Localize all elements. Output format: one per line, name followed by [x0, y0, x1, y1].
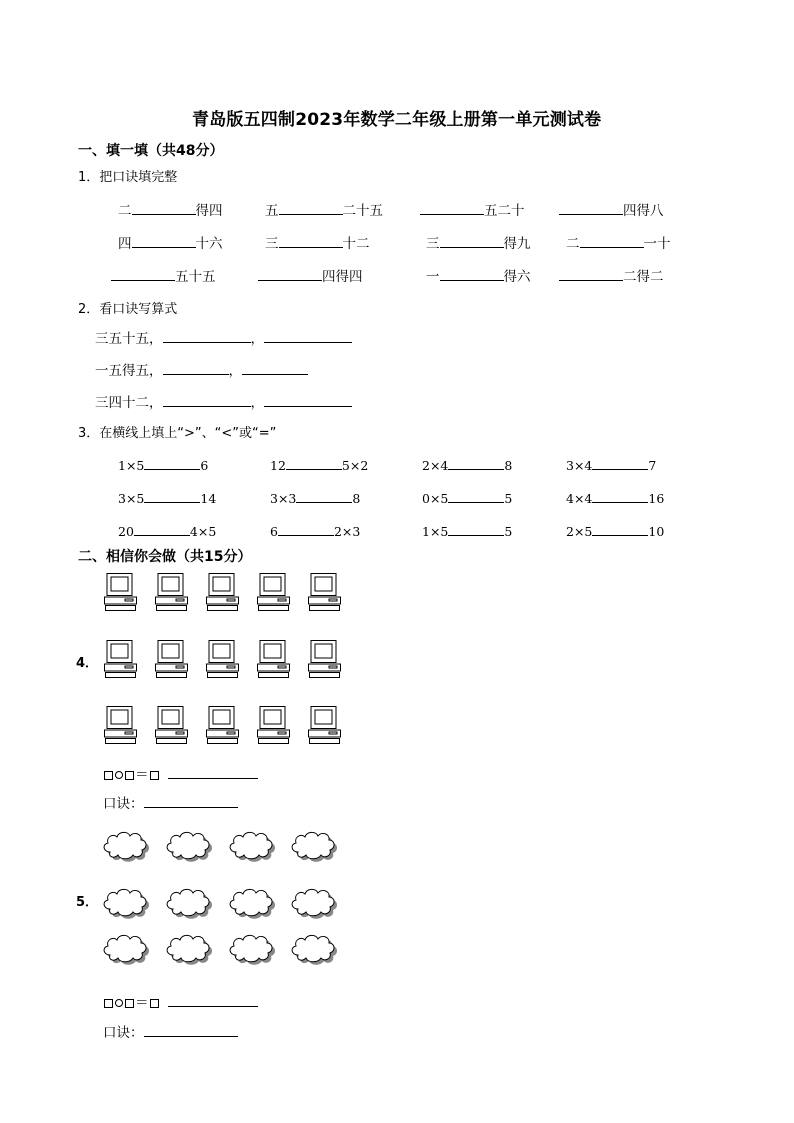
answer-blank[interactable]	[448, 488, 504, 503]
compare-item	[566, 521, 664, 539]
box-icon	[150, 771, 159, 780]
computer-icon	[155, 573, 188, 611]
answer-blank[interactable]	[163, 392, 251, 407]
compare-item	[422, 455, 512, 473]
question-5-number: 5．	[76, 895, 99, 910]
rhyme-item	[426, 232, 531, 252]
answer-blank[interactable]	[286, 455, 342, 470]
rhyme-suffix: 二十五	[342, 203, 383, 219]
compare-right: 4×5	[189, 524, 217, 539]
cloud-icon	[100, 828, 150, 862]
rhyme-prefix: 二	[566, 236, 580, 252]
rhyme-item	[111, 265, 216, 285]
computer-icon	[308, 573, 341, 611]
cloud-icon	[288, 885, 338, 919]
cloud-icon	[288, 828, 338, 862]
compare-left: 3×5	[118, 491, 145, 506]
rhyme-suffix: 四得八	[623, 203, 664, 219]
rhyme-item	[420, 199, 525, 219]
compare-item	[270, 455, 368, 473]
q2-item: 一五得五， ，	[95, 359, 308, 379]
q2-rhyme: 一五得五，	[95, 363, 163, 379]
q5-rhyme: 口诀：	[103, 1021, 238, 1041]
rhyme-item	[118, 199, 223, 219]
answer-blank[interactable]	[559, 200, 623, 215]
compare-item	[422, 521, 512, 539]
compare-right: 6	[200, 458, 209, 473]
q5-equation: ＝	[103, 991, 258, 1011]
rhyme-suffix: 十六	[195, 236, 223, 252]
answer-blank[interactable]	[144, 793, 238, 808]
question-2-label: 2．看口诀写算式	[78, 302, 178, 317]
compare-left: 2×4	[422, 458, 449, 473]
rhyme-suffix: 一十	[643, 236, 671, 252]
compare-item	[422, 488, 512, 506]
computer-icon	[308, 640, 341, 678]
compare-left: 1×5	[422, 524, 449, 539]
compare-item	[118, 455, 208, 473]
rhyme-suffix: 五二十	[484, 203, 525, 219]
answer-blank[interactable]	[559, 266, 623, 281]
rhyme-item	[258, 265, 363, 285]
box-icon	[125, 999, 134, 1008]
q2-rhyme: 三四十二，	[95, 395, 163, 411]
compare-item	[566, 488, 664, 506]
answer-blank[interactable]	[168, 764, 258, 779]
answer-blank[interactable]	[111, 266, 175, 281]
rhyme-suffix: 得六	[503, 269, 531, 285]
computer-icon	[308, 706, 341, 744]
q2-item: 三四十二， ，	[95, 391, 352, 411]
compare-right: 14	[200, 491, 217, 506]
answer-blank[interactable]	[144, 455, 200, 470]
question-4-number: 4．	[76, 656, 99, 671]
computer-icon	[155, 706, 188, 744]
page-title: 青岛版五四制2023年数学二年级上册第一单元测试卷	[192, 110, 602, 130]
compare-right: 5	[504, 491, 513, 506]
answer-blank[interactable]	[264, 392, 352, 407]
rhyme-prefix: 一	[426, 269, 440, 285]
rhyme-prefix: 二	[118, 203, 132, 219]
cloud-icon	[226, 931, 276, 965]
answer-blank[interactable]	[279, 233, 343, 248]
cloud-icon	[163, 885, 213, 919]
computer-icon	[257, 640, 290, 678]
answer-blank[interactable]	[440, 233, 504, 248]
rhyme-suffix: 得九	[503, 236, 531, 252]
q2-rhyme: 三五十五，	[95, 331, 163, 347]
compare-left: 4×4	[566, 491, 593, 506]
compare-left: 1×5	[118, 458, 145, 473]
section-heading-fill: 一、填一填（共48分）	[78, 143, 224, 159]
q4-equation: ＝	[103, 763, 258, 783]
compare-right: 16	[648, 491, 665, 506]
cloud-icon	[163, 828, 213, 862]
computer-icon	[206, 573, 239, 611]
cloud-icon	[288, 931, 338, 965]
answer-blank[interactable]	[592, 488, 648, 503]
question-1-label: 1．把口诀填完整	[78, 170, 178, 185]
answer-blank[interactable]	[580, 233, 644, 248]
answer-blank[interactable]	[144, 1022, 238, 1037]
answer-blank[interactable]	[134, 521, 190, 536]
cloud-icon	[100, 931, 150, 965]
compare-right: 8	[504, 458, 513, 473]
answer-blank[interactable]	[168, 992, 258, 1007]
answer-blank[interactable]	[242, 360, 308, 375]
compare-item	[566, 455, 656, 473]
box-icon	[104, 999, 113, 1008]
rhyme-suffix: 十二	[342, 236, 370, 252]
answer-blank[interactable]	[296, 488, 352, 503]
answer-blank[interactable]	[448, 521, 504, 536]
box-icon	[150, 999, 159, 1008]
rhyme-item	[426, 265, 531, 285]
rhyme-item	[559, 265, 664, 285]
computer-icon	[206, 706, 239, 744]
cloud-icon	[100, 885, 150, 919]
rhyme-item	[566, 232, 671, 252]
circle-icon	[115, 771, 123, 779]
rhyme-prefix: 三	[265, 236, 279, 252]
compare-left: 3×4	[566, 458, 593, 473]
answer-blank[interactable]	[132, 200, 196, 215]
cloud-icon	[226, 885, 276, 919]
rhyme-item	[118, 232, 223, 252]
rhyme-prefix: 五	[265, 203, 279, 219]
answer-blank[interactable]	[132, 233, 196, 248]
compare-item	[270, 488, 360, 506]
compare-right: 8	[352, 491, 361, 506]
cloud-icon	[226, 828, 276, 862]
rhyme-suffix: 五十五	[175, 269, 216, 285]
rhyme-item	[559, 199, 664, 219]
rhyme-suffix: 二得二	[623, 269, 664, 285]
computer-icon	[104, 706, 137, 744]
compare-left: 6	[270, 524, 278, 539]
rhyme-item	[265, 199, 383, 219]
rhyme-item	[265, 232, 370, 252]
computer-icon	[257, 706, 290, 744]
compare-item	[118, 488, 216, 506]
answer-blank[interactable]	[279, 200, 343, 215]
answer-blank[interactable]	[278, 521, 334, 536]
compare-left: 0×5	[422, 491, 449, 506]
compare-right: 5×2	[341, 458, 369, 473]
cloud-icon	[163, 931, 213, 965]
answer-blank[interactable]	[440, 266, 504, 281]
compare-left: 2×5	[566, 524, 593, 539]
section-heading-believe: 二、相信你会做（共15分）	[78, 549, 252, 565]
computer-icon	[206, 640, 239, 678]
answer-blank[interactable]	[163, 328, 251, 343]
compare-left: 12	[270, 458, 286, 473]
computer-icon	[257, 573, 290, 611]
answer-blank[interactable]	[264, 328, 352, 343]
computer-icon	[155, 640, 188, 678]
rhyme-prefix: 三	[426, 236, 440, 252]
rhyme-suffix: 得四	[195, 203, 223, 219]
rhyme-prefix: 四	[118, 236, 132, 252]
compare-right: 7	[648, 458, 657, 473]
compare-right: 2×3	[333, 524, 361, 539]
answer-blank[interactable]	[420, 200, 484, 215]
answer-blank[interactable]	[163, 360, 229, 375]
computer-icon	[104, 573, 137, 611]
answer-blank[interactable]	[448, 455, 504, 470]
answer-blank[interactable]	[258, 266, 322, 281]
answer-blank[interactable]	[144, 488, 200, 503]
circle-icon	[115, 999, 123, 1007]
compare-item	[270, 521, 360, 539]
compare-right: 5	[504, 524, 513, 539]
q4-rhyme: 口诀：	[103, 792, 238, 812]
compare-item	[118, 521, 216, 539]
question-3-label: 3．在横线上填上“>”、“<”或“=”	[78, 426, 277, 441]
box-icon	[104, 771, 113, 780]
computer-icon	[104, 640, 137, 678]
rhyme-suffix: 四得四	[322, 269, 363, 285]
answer-blank[interactable]	[592, 455, 648, 470]
box-icon	[125, 771, 134, 780]
compare-left: 3×3	[270, 491, 297, 506]
answer-blank[interactable]	[592, 521, 648, 536]
q2-item: 三五十五， ，	[95, 327, 352, 347]
compare-right: 10	[648, 524, 665, 539]
compare-left: 20	[118, 524, 134, 539]
